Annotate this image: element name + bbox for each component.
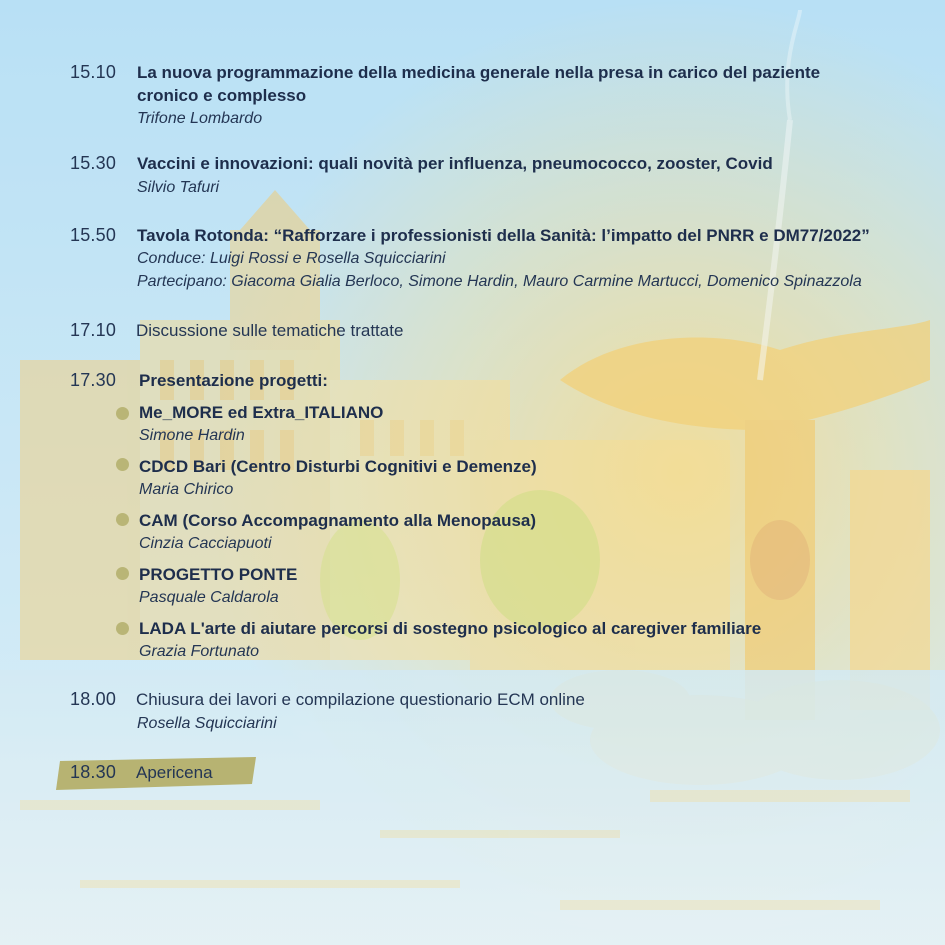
session-title: Apericena xyxy=(136,763,213,782)
bullet-dot xyxy=(116,513,129,526)
session-speaker: Silvio Tafuri xyxy=(137,179,220,196)
project-speaker: Pasquale Caldarola xyxy=(139,589,279,606)
session-time: 15.30 xyxy=(70,153,117,173)
project-speaker: Cinzia Cacciapuoti xyxy=(139,535,272,552)
project-speaker: Simone Hardin xyxy=(139,427,245,444)
session-title-line2: cronico e complesso xyxy=(137,86,307,105)
session-speaker: Rosella Squicciarini xyxy=(137,715,277,732)
session-time: 15.50 xyxy=(70,225,117,245)
session-title: Chiusura dei lavori e compilazione questionario ECM online xyxy=(136,690,585,709)
project-title: Me_MORE ed Extra_ITALIANO xyxy=(139,403,384,422)
session-title: Presentazione progetti: xyxy=(139,371,328,390)
session-conduce: Conduce: Luigi Rossi e Rosella Squicciarini xyxy=(137,250,446,267)
project-speaker: Maria Chirico xyxy=(139,481,234,498)
session-title: Tavola Rotonda: “Rafforzare i professionisti della Sanità: l’impatto del PNRR e DM77/2022” xyxy=(137,226,870,245)
session-time: 15.10 xyxy=(70,62,117,82)
bullet-dot xyxy=(116,458,129,471)
session-partecipano: Partecipano: Giacoma Gialia Berloco, Simone Hardin, Mauro Carmine Martucci, Domenico Spinazzola xyxy=(137,273,862,290)
bullet-dot xyxy=(116,622,129,635)
session-time: 18.00 xyxy=(70,689,117,709)
session-speaker: Trifone Lombardo xyxy=(137,110,263,127)
session-title: Vaccini e innovazioni: quali novità per influenza, pneumococco, zooster, Covid xyxy=(137,154,773,173)
project-title: CAM (Corso Accompagnamento alla Menopausa) xyxy=(139,511,537,530)
session-title-line1: La nuova programmazione della medicina generale nella presa in carico del paziente xyxy=(137,63,821,82)
session-time: 17.30 xyxy=(70,370,117,390)
session-title: Discussione sulle tematiche trattate xyxy=(136,321,404,340)
bullet-dot xyxy=(116,407,129,420)
bullet-dot xyxy=(116,567,129,580)
project-title: CDCD Bari (Centro Disturbi Cognitivi e Demenze) xyxy=(139,457,537,476)
session-time: 18.30 xyxy=(70,762,117,782)
session-time: 17.10 xyxy=(70,320,117,340)
project-title: LADA L'arte di aiutare percorsi di sostegno psicologico al caregiver familiare xyxy=(139,619,762,638)
project-speaker: Grazia Fortunato xyxy=(139,643,260,660)
project-title: PROGETTO PONTE xyxy=(139,565,298,584)
